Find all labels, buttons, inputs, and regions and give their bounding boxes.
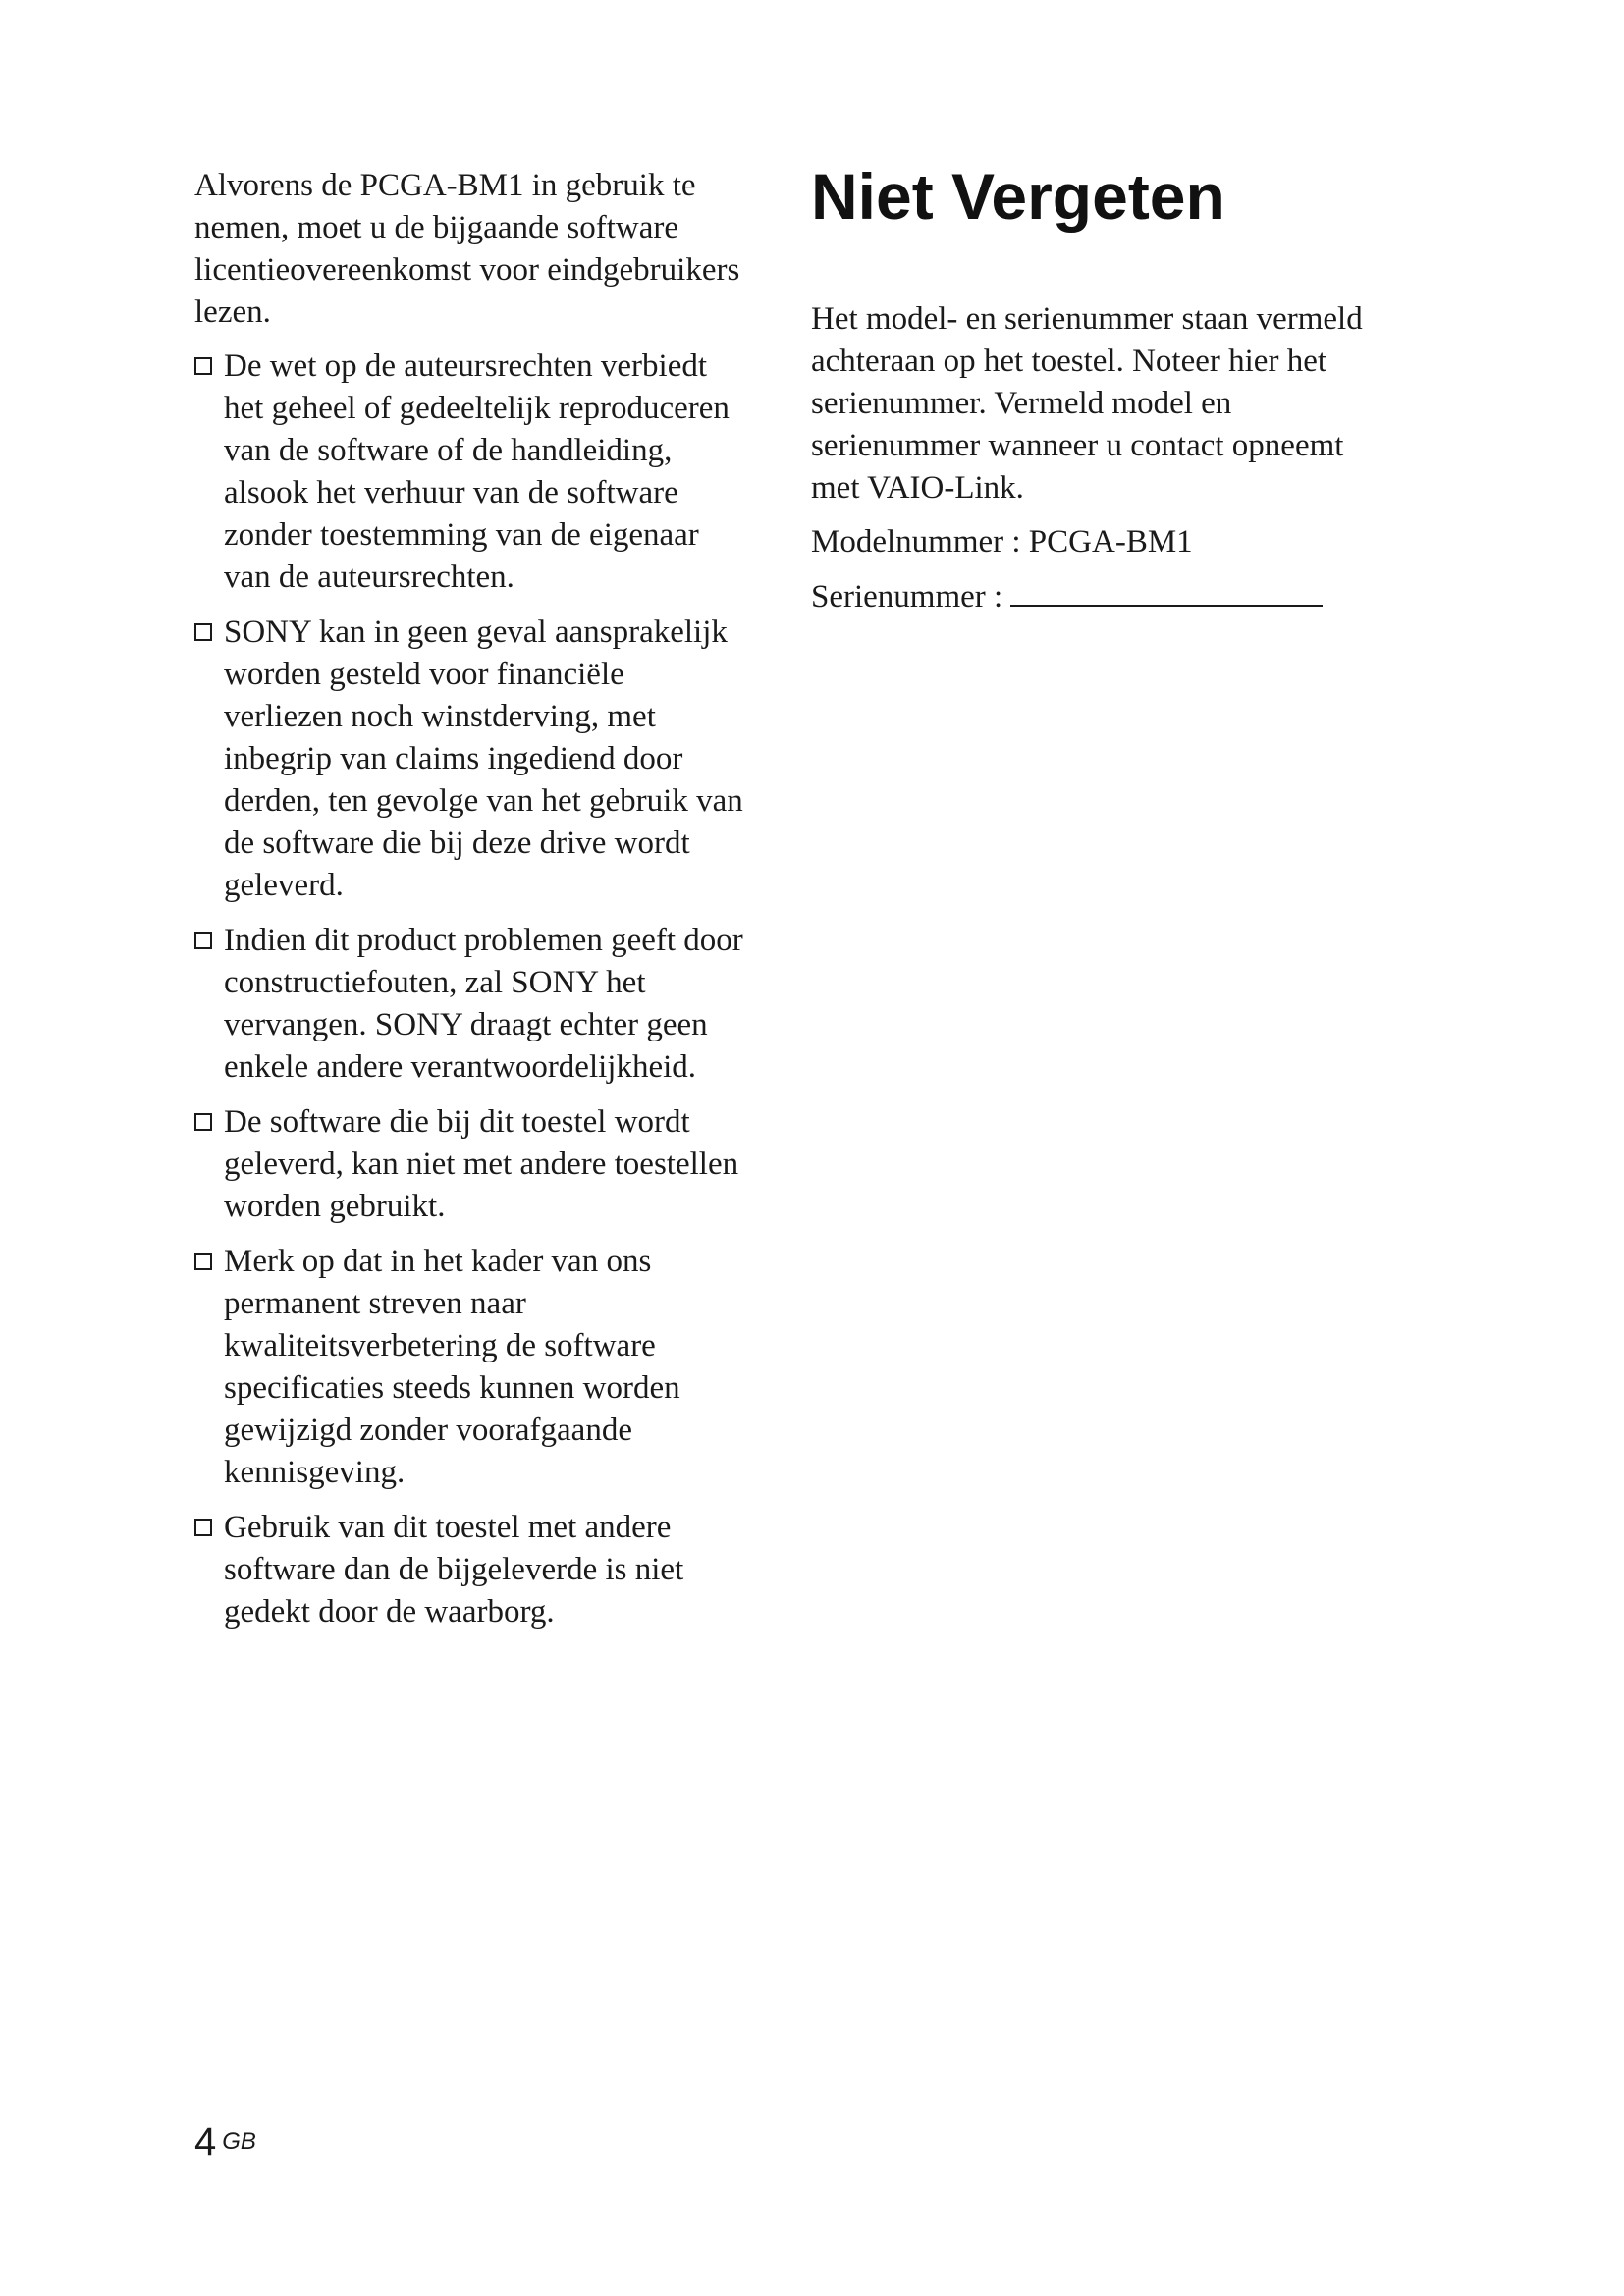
left-column xyxy=(194,165,744,1646)
list-item xyxy=(194,346,744,599)
list-item xyxy=(194,1101,744,1228)
list-item-text: De software die bij dit toestel wordt geleverd, kan niet met andere toestellen worden gebruikt. xyxy=(224,1104,739,1224)
right-text-block xyxy=(811,298,1400,618)
serial-number-label: Serienummer : xyxy=(811,579,1003,614)
info-paragraph: Het model- en serienummer staan vermeld achteraan op het toestel. Noteer hier het serienummer. Vermeld model en serienummer wanneer u contact opneemt met VAIO-Link. xyxy=(811,301,1363,506)
serial-number-line xyxy=(811,575,1400,618)
checkbox-bullet-icon xyxy=(194,932,212,949)
checkbox-bullet-icon xyxy=(194,623,212,641)
right-column xyxy=(811,157,1400,630)
checkbox-bullet-icon xyxy=(194,1113,212,1131)
checkbox-bullet-icon xyxy=(194,357,212,375)
notice-list xyxy=(194,346,744,1633)
intro-paragraph: Alvorens de PCGA-BM1 in gebruik te nemen, moet u de bijgaande software licentieovereenkomst voor eindgebruikers lezen. xyxy=(194,168,740,330)
list-item xyxy=(194,1241,744,1494)
checkbox-bullet-icon xyxy=(194,1519,212,1536)
model-number-line: Modelnummer : PCGA-BM1 xyxy=(811,524,1193,560)
list-item xyxy=(194,612,744,907)
page-language-code: GB xyxy=(222,2127,256,2155)
list-item-text: Merk op dat in het kader van ons permanent streven naar kwaliteitsverbetering de software specificaties steeds kunnen worden gewijzigd zonder voorafgaande kennisgeving. xyxy=(224,1244,680,1490)
section-heading: Niet Vergeten xyxy=(811,160,1225,233)
page-number: 4 xyxy=(194,2120,217,2163)
serial-number-blank xyxy=(1010,575,1323,607)
list-item-text: Gebruik van dit toestel met andere software dan de bijgeleverde is niet gedekt door de waarborg. xyxy=(224,1510,684,1629)
page-footer xyxy=(194,2120,256,2164)
list-item xyxy=(194,920,744,1089)
list-item-text: De wet op de auteursrechten verbiedt het geheel of gedeeltelijk reproduceren van de software of de handleiding, alsook het verhuur van de software zonder toestemming van de eigenaar van de auteursrechten. xyxy=(224,348,730,595)
list-item-text: Indien dit product problemen geeft door constructiefouten, zal SONY het vervangen. SONY draagt echter geen enkele andere verantwoordelijkheid. xyxy=(224,923,743,1085)
list-item xyxy=(194,1507,744,1633)
list-item-text: SONY kan in geen geval aansprakelijk worden gesteld voor financiële verliezen noch winstderving, met inbegrip van claims ingediend door derden, ten gevolge van het gebruik van de software die bij deze drive wordt geleverd. xyxy=(224,614,743,903)
checkbox-bullet-icon xyxy=(194,1253,212,1270)
